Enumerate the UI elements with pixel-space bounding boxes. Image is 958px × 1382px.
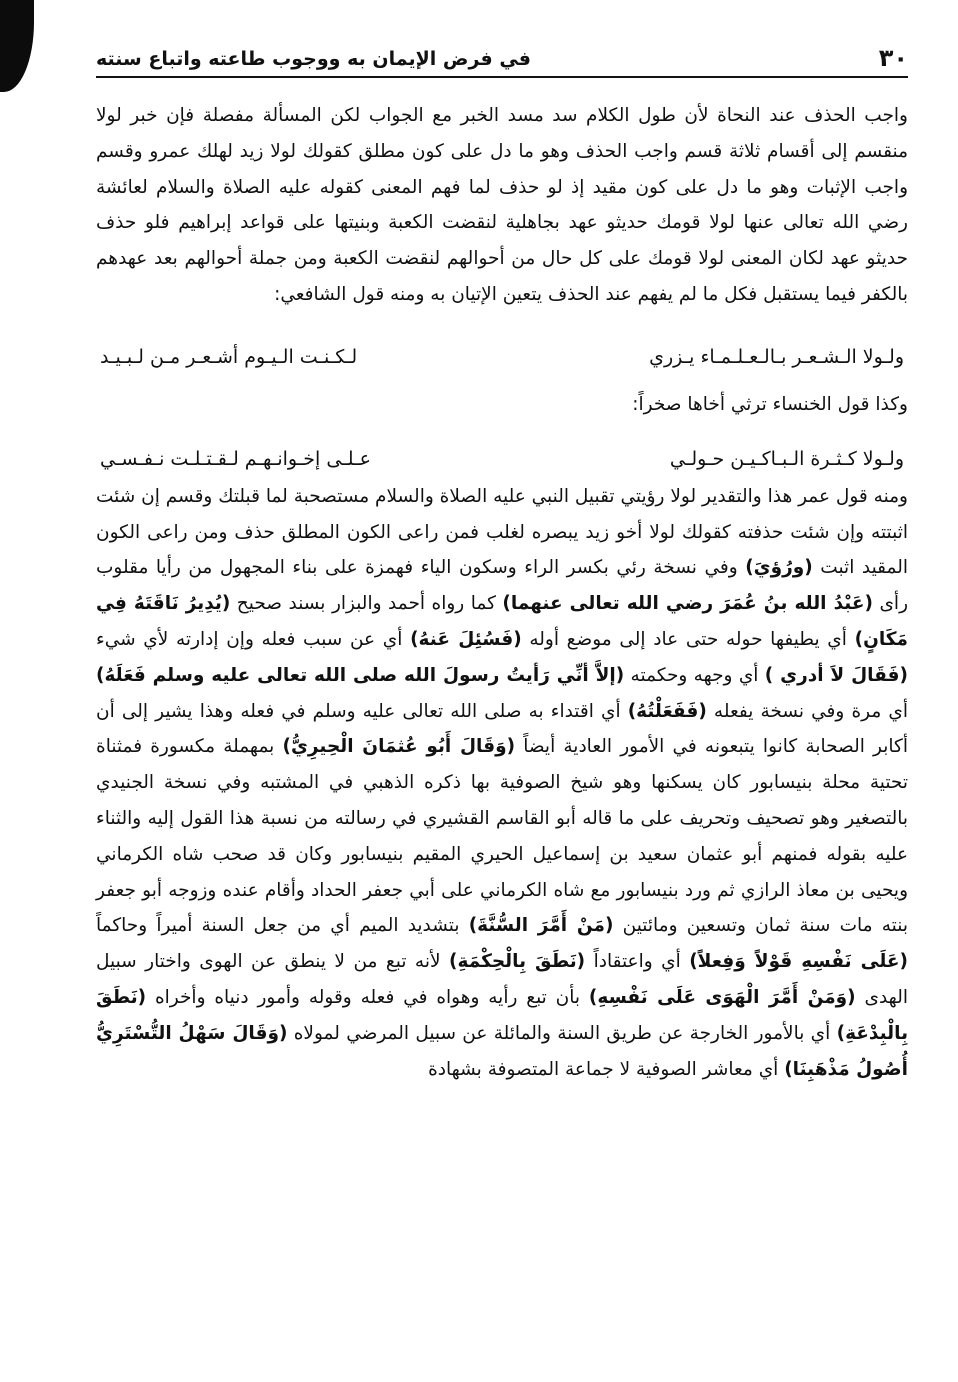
scan-shadow [0,0,34,92]
verse-1-second-hemistich: لـكـنـت الـيـوم أشـعـر مـن لـبـيـد [100,345,358,368]
matn-quote: (وَقَالَ أَبُو عُثمَانَ الْحِيرِيُّ) [282,736,516,758]
matn-quote: (وَمَنْ أَمَّرَ الْهَوَى عَلَى نَفْسِهِ) [588,986,856,1008]
commentary-text: بتشديد الميم أي من جعل السنة أميراً وحاكماً [96,915,469,937]
commentary-text: وفي نسخة رئي بكسر الراء وسكون الياء فهمزة على بناء المجهول من رأيا مقلوب رأى [96,557,909,615]
page-header [96,30,908,78]
commentary-text: أي اقتداء به صلى الله تعالى عليه وسلم في فعله وهذا يشير إلى أن أكابر الصحابة كانوا يتبعونه في الأمور العادية أيضاً [96,700,908,758]
commentary-text: ومنه قول عمر هذا والتقدير لولا رؤيتي تقبيل النبي عليه الصلاة والسلام مستصحبة لما قبلتك وقسم إن شئت اثبتته وإن شئت حذفته كقولك لولا أخو زيد يبصره لغلب فمن راعى الكون المطلق حذف ومن راعى الكون المقيد اثبت [96,485,909,579]
matn-quote: (عَلَى نَفْسِهِ قَوْلاً وَفِعلاً) [689,951,908,973]
page-number: ٣٠ [878,44,908,72]
commentary-text: أي مرة وفي نسخة يفعله [706,700,908,722]
running-title: في فرض الإيمان به ووجوب طاعته واتباع سنته [96,48,531,70]
commentary-text: أي يطيفها حوله حتى عاد إلى موضع أوله [521,628,855,650]
commentary-text: أي معاشر الصوفية لا جماعة المتصوفة بشهادة [428,1058,785,1080]
commentary-text: أي وجهه وحكمته [624,664,765,686]
matn-quote: (نَطَقَ بِالْحِكْمَةِ) [449,951,586,973]
commentary-text: كما رواه أحمد والبزار بسند صحيح [230,593,503,615]
commentary-text: أي عن سبب فعله وإن إدارته لأي شيء [96,628,411,650]
matn-quote: (فَقَالَ لاَ أدري ) [764,664,908,686]
verse-shafii [96,339,908,375]
matn-quote: (إلاَّ أنِّي رَأيتُ رسولَ الله صلى الله تعالى عليه وسلم فَعَلَهُ) [96,664,625,686]
verse-2-intro: وكذا قول الخنساء ترثي أخاها صخراً: [632,393,908,415]
paragraph-2 [96,479,908,1088]
matn-quote: (ورُؤيَ) [745,557,813,579]
verse-khansa [96,441,908,477]
matn-quote: (نَطَقَ بِالْبِدْعَةِ) [96,986,909,1044]
matn-quote: (مَنْ أَمَّرَ السُّنَّةَ) [468,915,614,937]
commentary-text: بمهملة مكسورة فمثناة تحتية محلة بنيسابور كان يسكنها وهو شيخ الصوفية بها ذكره الذهبي في المشتبه وفي نسخة الجنيدي بالتصغير وهو تصحيف وتحريف على ما قاله أبو القاسم القشيري في رسالته من نسبة هذا القول إليه والثناء عليه بقوله فمنهم أبو عثمان سعيد بن إسماعيل الحيري المقيم بنيسابور وكان قد صحب شاه الكرماني ويحيى بن معاذ الرازي ثم ورد بنيسابور مع شاه الكرماني على أبي جعفر الحداد وأقام عنده وزوجه أبو جعفر بنته مات سنة ثمان وتسعين ومائتين [96,736,908,937]
commentary-text: أي بالأمور الخارجة عن طريق السنة والمائلة عن سبيل المرضي لمولاه [287,1022,837,1044]
verse-2-first-hemistich: ولـولا كـثـرة الـبـاكـيـن حـولـي [669,447,904,470]
matn-quote: (فَفَعَلْتُهُ) [627,700,707,722]
matn-quote: (عَبْدُ الله بنُ عُمَرَ رضي الله تعالى عنهما) [502,593,873,615]
matn-quote: (يُدِيرُ نَاقَتَهُ فِي مَكَانٍ) [96,593,909,650]
matn-quote: (فَسُئِلَ عَنهُ) [410,628,522,650]
verse-1-first-hemistich: ولـولا الـشـعـر بـالـعـلـمـاء يـزري [649,345,904,368]
verse-2-second-hemistich: عـلـى إخـوانـهـم لـقـتـلـت نـفـسـي [100,447,371,470]
commentary-text: بأن تبع رأيه وهواه في فعله وقوله وأمور دنياه وأخراه [146,986,589,1008]
paragraph-1: واجب الحذف عند النحاة لأن طول الكلام سد مسد الخبر مع الجواب لكن المسألة مفصلة فإن خبر لولا منقسم إلى أقسام ثلاثة قسم واجب الحذف وهو ما دل على كون مطلق كقولك لولا زيد لهلك عمرو وقسم واجب الإثبات وهو ما دل على كون مقيد إذ لو حذف لما فهم المعنى كقوله عليه الصلاة والسلام لعائشة رضي الله تعالى عنها لولا قومك حديثو عهد بجاهلية لنقضت الكعبة وبنيتها على قواعد إبراهيم فلو حذف حديثو عهد لكان المعنى لولا قومك على كل حال من أحوالهم لنقضت الكعبة ومن جملة أحوالهم بعد عهدهم بالكفر فيما يستقبل فكل ما لم يفهم عند الحذف يتعين الإتيان به ومنه قول الشافعي: [96,105,908,305]
commentary-text: أي واعتقاداً [585,951,690,973]
matn-quote: (وَقَالَ سَهْلُ التُّسْتَرِيُّ أُصُولُ مَذْهَبِنَا) [96,1022,908,1080]
book-page [96,30,908,1087]
commentary-text: لأنه تبع من لا ينطق عن الهوى واختار سبيل الهدى [96,951,908,1008]
